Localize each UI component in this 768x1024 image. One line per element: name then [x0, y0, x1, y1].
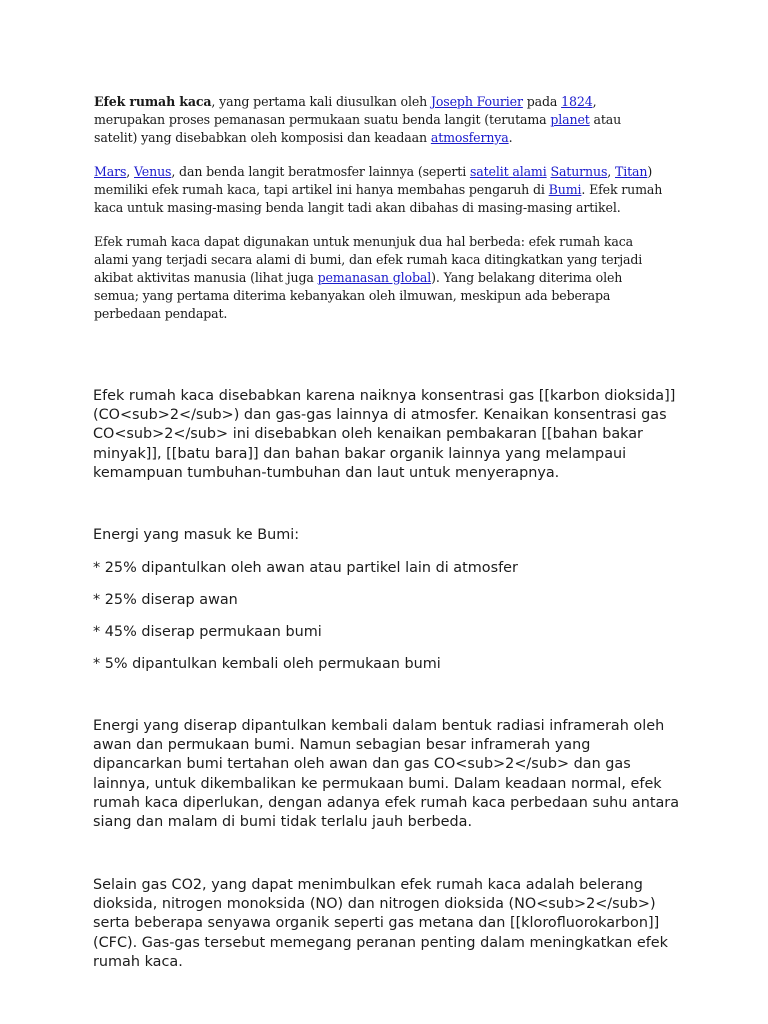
- link-satelit-alami[interactable]: satelit alami: [469, 164, 547, 179]
- text-run: ,: [126, 164, 135, 179]
- text-run: Efek rumah kaca dapat digunakan untuk menunjuk dua hal berbeda: efek rumah kaca alami yang terjadi secara alami di bumi, dan efek rumah kaca ditingkatkan yang terjadi akibat aktivitas manusia (lihat juga: [94, 234, 643, 285]
- intro-paragraph: [94, 93, 668, 147]
- text-run: . Efek rumah kaca untuk masing-masing benda langit tadi akan dibahas di masing-masing artikel.: [94, 182, 663, 215]
- link-pemanasan-global[interactable]: pemanasan global: [317, 270, 432, 285]
- link-atmosfernya[interactable]: atmosfernya: [430, 130, 509, 145]
- energy-item: * 5% dipantulkan kembali oleh permukaan bumi: [93, 656, 441, 672]
- energy-section: [93, 526, 683, 545]
- reflection-paragraph: Energi yang diserap dipantulkan kembali dalam bentuk radiasi inframerah oleh awan dan permukaan bumi. Namun sebagian besar inframerah yang dipancarkan bumi tertahan oleh awan dan gas CO<sub>2</sub> dan gas lainnya, untuk dikembalikan ke permukaan bumi. Dalam keadaan normal, efek rumah kaca diperlukan, dengan adanya efek rumah kaca perbedaan suhu antara siang dan malam di bumi tidak terlalu jauh berbeda.: [93, 718, 680, 831]
- link-joseph-fourier[interactable]: Joseph Fourier: [430, 94, 523, 109]
- link-titan[interactable]: Titan: [615, 164, 648, 179]
- text-run: , merupakan proses pemanasan permukaan suatu benda langit (terutama: [94, 94, 597, 127]
- link-saturnus[interactable]: Saturnus: [550, 164, 608, 179]
- bodies-paragraph: [94, 163, 668, 217]
- link-1824[interactable]: 1824: [561, 94, 593, 109]
- reflection-section: [93, 717, 683, 832]
- link-venus[interactable]: Venus: [134, 164, 172, 179]
- text-run: atau satelit) yang disebabkan oleh komposisi dan keadaan: [94, 112, 622, 145]
- text-run: , dan benda langit beratmosfer lainnya (seperti: [171, 164, 470, 179]
- link-mars[interactable]: Mars: [94, 164, 127, 179]
- text-run: , yang pertama kali diusulkan oleh: [211, 94, 431, 109]
- text-run: ,: [607, 164, 615, 179]
- energy-list: [93, 655, 683, 674]
- energy-heading: Energi yang masuk ke Bumi:: [93, 527, 300, 543]
- energy-item: * 25% dipantulkan oleh awan atau partikel lain di atmosfer: [93, 560, 518, 576]
- wiki-excerpt: [94, 93, 668, 339]
- link-planet[interactable]: planet: [550, 112, 590, 127]
- text-run: .: [508, 130, 513, 145]
- energy-list: [93, 559, 683, 578]
- causes-paragraph: Efek rumah kaca disebabkan karena naiknya konsentrasi gas [[karbon dioksida]] (CO<sub>2</sub>) dan gas-gas lainnya di atmosfer. Kenaikan konsentrasi gas CO<sub>2</sub> ini disebabkan oleh kenaikan pembakaran [[bahan bakar minyak]], [[batu bara]] dan bahan bakar organik lainnya yang melampaui kemampuan tumbuhan-tumbuhan dan laut untuk menyerapnya.: [93, 388, 676, 481]
- text-run: pada: [522, 94, 562, 109]
- energy-list: [93, 623, 683, 642]
- term-bold: Efek rumah kaca: [94, 94, 212, 109]
- energy-item: * 25% diserap awan: [93, 592, 238, 608]
- causes-section: [93, 387, 683, 483]
- energy-item: * 45% diserap permukaan bumi: [93, 624, 322, 640]
- other-gases-section: [93, 876, 683, 972]
- text-run: ). Yang belakang diterima oleh semua; yang pertama diterima kebanyakan oleh ilmuwan, meskipun ada beberapa perbedaan pendapat.: [94, 270, 623, 321]
- link-bumi[interactable]: Bumi: [548, 182, 582, 197]
- energy-list: [93, 591, 683, 610]
- text-run: ) memiliki efek rumah kaca, tapi artikel ini hanya membahas pengaruh di: [94, 164, 653, 197]
- usage-paragraph: [94, 233, 668, 323]
- other-gases-paragraph: Selain gas CO2, yang dapat menimbulkan efek rumah kaca adalah belerang dioksida, nitrogen monoksida (NO) dan nitrogen dioksida (NO<sub>2</sub>) serta beberapa senyawa organik seperti gas metana dan [[klorofluorokarbon]] (CFC). Gas-gas tersebut memegang peranan penting dalam meningkatkan efek rumah kaca.: [93, 877, 668, 970]
